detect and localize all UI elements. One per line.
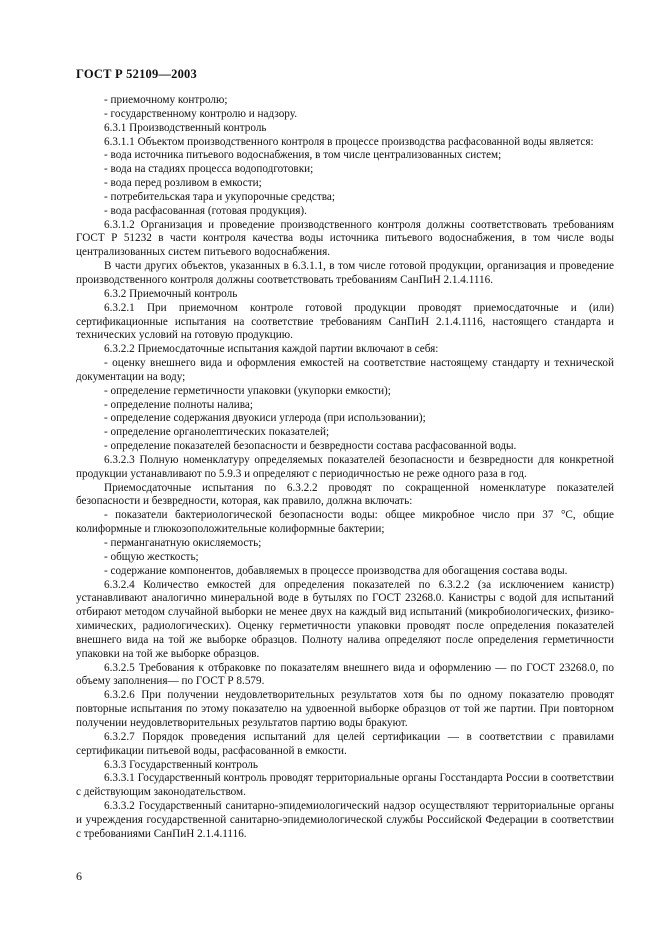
paragraph: 6.3.2.5 Требования к отбраковке по показателям внешнего вида и оформлению — по ГОСТ 23268.0, по объему заполнения— по ГОСТ Р 8.579. xyxy=(76,661,614,688)
paragraph: 6.3.3 Государственный контроль xyxy=(104,758,258,771)
paragraph: 6.3.3.2 Государственный санитарно-эпидемиологический надзор осуществляют территориальные органы и учреждения государственной санитарно-эпидемиологической службы Российской Федерации в соответствии с требованиями СанПиН 2.1.4.1116. xyxy=(76,800,614,840)
document-body xyxy=(76,94,614,842)
paragraph: 6.3.3.1 Государственный контроль проводят территориальные органы Госстандарта России в соответствии с действующим законодательством. xyxy=(76,772,614,799)
paragraph: В части других объектов, указанных в 6.3.1.1, в том числе готовой продукции, организация и проведение производственного контроля должны соответствовать требованиям СанПиН 2.1.4.1116. xyxy=(76,260,614,286)
paragraph: 6.3.2 Приемочный контроль xyxy=(104,287,238,300)
paragraph: 6.3.2.1 При приемочном контроле готовой продукции проводят приемосдаточные и (или) сертификационные испытания на соответствие требованиям СанПиН 2.1.4.1116, настоящего стандарта и технических условий на готовую продукцию. xyxy=(76,301,614,342)
paragraph: 6.3.2.3 Полную номенклатуру определяемых показателей безопасности и безвредности для конкретной продукции устанавливают по 5.9.3 и определяют с периодичностью не реже одного раза в год. xyxy=(76,453,614,480)
list-item: - потребительская тара и укупорочные средства; xyxy=(104,190,335,203)
paragraph: 6.3.2.6 При получении неудовлетворительных результатов хотя бы по одному показателю проводят повторные испытания по этому показателю на удвоенной выборке образцов от той же партии. При повторном получении неудовлетворительных результатов партию воды бракуют. xyxy=(76,689,614,729)
list-item: - оценку внешнего вида и оформления емкостей на соответствие настоящему стандарту и технической документации на воду; xyxy=(76,357,614,383)
list-item: - определение показателей безопасности и безвредности состава расфасованной воды. xyxy=(104,440,517,453)
list-item: - общую жесткость; xyxy=(104,550,199,563)
list-item: - определение содержания двуокиси углерода (при использовании); xyxy=(104,412,426,425)
list-item: - вода на стадиях процесса водоподготовки; xyxy=(104,163,314,176)
list-item: - перманганатную окисляемость; xyxy=(104,537,262,549)
document-header: ГОСТ Р 52109—2003 xyxy=(76,67,197,81)
list-item: - вода расфасованная (готовая продукция). xyxy=(104,204,307,217)
paragraph: 6.3.1.1 Объектом производственного контроля в процессе производства расфасованной воды является: xyxy=(104,135,594,148)
list-item: - показатели бактериологической безопасности воды: общее микробное число при 37 °С, общие колиформные и глюкозоположительные колиформные бактерии; xyxy=(76,509,614,536)
list-item: - государственному контролю и надзору. xyxy=(104,107,298,120)
list-item: - вода источника питьевого водоснабжения, в том числе централизованных систем; xyxy=(104,149,502,162)
list-item: - содержание компонентов, добавляемых в процессе производства для обогащения состава воды. xyxy=(104,564,568,577)
list-item: - приемочному контролю; xyxy=(104,94,228,106)
paragraph: 6.3.1.2 Организация и проведение производственного контроля должны соответствовать требованиям ГОСТ Р 51232 в части контроля качества воды источника питьевого водоснабжения, в том числе воды централизованных систем питьевого водоснабжения. xyxy=(76,218,614,259)
list-item: - определение органолептических показателей; xyxy=(104,426,330,439)
paragraph: Приемосдаточные испытания по 6.3.2.2 проводят по сокращенной номенклатуре показателей безопасности и безвредности, которая, как правило, должна включать: xyxy=(76,481,614,508)
page-number: 6 xyxy=(76,869,82,883)
paragraph: 6.3.1 Производственный контроль xyxy=(104,121,267,134)
list-item: - вода перед розливом в емкости; xyxy=(104,177,262,190)
list-item: - определение герметичности упаковки (укупорки емкости); xyxy=(104,384,391,397)
paragraph: 6.3.2.4 Количество емкостей для определения показателей по 6.3.2.2 (за исключением канистр) устанавливают аналогично минеральной воде в бутылях по ГОСТ 23268.0. Канистры с водой для испытаний отбирают методом случайной выборки не менее двух на каждый вид испытаний (микробиологических, физико-химических, радиологических). Оценку герметичности упаковки проводят после определения показателей внешнего вида на той же выборке образцов. Полноту налива определяют после определения герметичности упаковки на той же выборке образцов. xyxy=(76,578,614,660)
paragraph: 6.3.2.2 Приемосдаточные испытания каждой партии включают в себя: xyxy=(104,343,439,356)
paragraph: 6.3.2.7 Порядок проведения испытаний для целей сертификации — в соответствии с правилами сертификации питьевой воды, расфасованной в емкости. xyxy=(76,730,614,757)
list-item: - определение полноты налива; xyxy=(104,398,253,411)
